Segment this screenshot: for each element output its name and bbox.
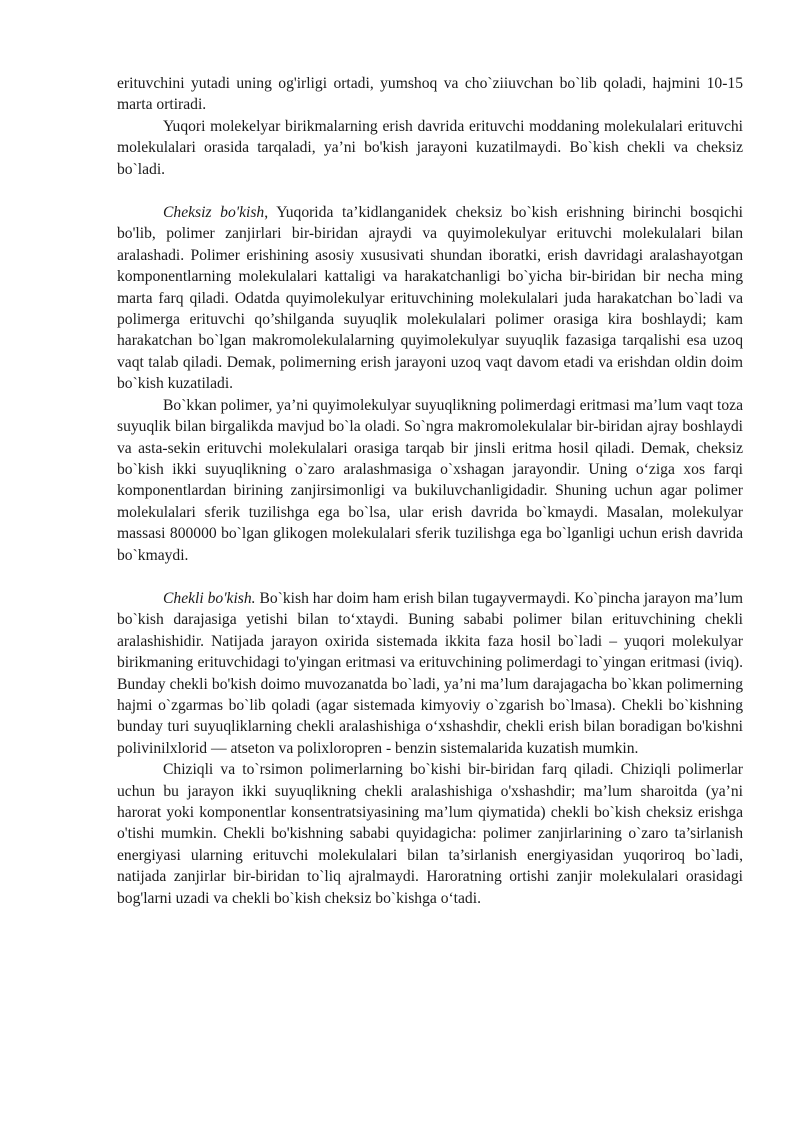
term-chekli-bokish: Chekli bo'kish.: [163, 589, 256, 607]
paragraph-4: [117, 395, 743, 566]
paragraph-2: [117, 116, 743, 180]
paragraph-6: [117, 759, 743, 909]
paragraph-1: [117, 73, 743, 116]
paragraph-text: , Yuqorida ta’kidlanganidek cheksiz bo`kish erishning birinchi bosqichi bo'lib, polimer zanjirlari bir-biridan ajraydi va quyimolekulyar erituvchi molekulalari bilan aralashadi. Polimer erishining asosiy xususivati shundan iboratki, erish davridagi aralashayotgan komponentlarning molekulalari kattaligi va harakatchanligi bo`yicha bir-biridan bir necha ming marta farq qiladi. Odatda quyimolekulyar erituvchining molekulalari juda harakatchan bo`ladi va polimerga erituvchi qo’shilganda suyuqlik molekulalari polimer orasiga kira boshlaydi; kam harakatchan bo`lgan makromolekulalarning quyimolekulyar suyuqlik fazasiga tarqalishi esa uzoq vaqt talab qiladi. Demak, polimerning erish jarayoni uzoq vaqt davom etadi va erishdan oldin doim bo`kish kuzatiladi.: [117, 204, 743, 393]
term-cheksiz-bokish: Cheksiz bo'kish: [163, 204, 265, 222]
paragraph-text: Bo`kkan polimer, ya’ni quyimolekulyar suyuqlikning polimerdagi eritmasi ma’lum vaqt toza suyuqlik bilan birgalikda mavjud bo`la oladi. So`ngra makromolekulalar bir-biridan ajray boshlaydi va asta-sekin erituvchi molekulalari orasiga tarqab bir jinsli eritma hosil qiladi. Demak, cheksiz bo`kish ikki suyuqlikning o`zaro aralashmasiga o`xshagan jarayondir. Uning o‘ziga xos farqi komponentlardan birining zanjirsimonligi va bukiluvchanligidadir. Shuning uchun agar polimer molekulalari sferik tuzilishga ega bo`lsa, ular erish davrida bo`kmaydi. Masalan, molekulyar massasi 800000 bo`lgan glikogen molekulalari sferik tuzilishga ega bo`lganligi uchun erish davrida bo`kmaydi.: [117, 396, 743, 564]
document-page: [117, 73, 743, 909]
paragraph-text: Chiziqli va to`rsimon polimerlarning bo`kishi bir-biridan farq qiladi. Chiziqli polimerlar uchun bu jarayon ikki suyuqlikning chekli aralashishiga o'xshashdir; ma’lum sharoitda (ya’ni harorat yoki komponentlar konsentratsiyasining ma’lum qiymatida) chekli bo`kish cheksiz erishga o'tishi mumkin. Chekli bo'kishning sababi quyidagicha: polimer zanjirlarining o`zaro ta’sirlanish energiyasi ularning erituvchi molekulalari bilan ta’sirlanish energiyasidan yuqoriroq bo`ladi, natijada zanjirlar bir-biridan to`liq ajralmaydi. Haroratning ortishi zanjir molekulalari orasidagi bog'larni uzadi va chekli bo`kish cheksiz bo`kishga o‘tadi.: [117, 761, 743, 907]
paragraph-text: Bo`kish har doim ham erish bilan tugayvermaydi. Ko`pincha jarayon ma’lum bo`kish darajasiga yetishi bilan to‘xtaydi. Buning sababi polimer bilan erituvchining chekli aralashishidir. Natijada jarayon oxirida sistemada ikkita faza hosil bo`ladi – yuqori molekulyar birikmaning erituvchidagi to'yingan eritmasi va erituvchining polimerdagi to`yingan eritmasi (iviq). Bunday chekli bo'kish doimo muvozanatda bo`ladi, ya’ni ma’lum darajagacha bo`kkan polimerning hajmi o`zgarmas bo`lib qoladi (agar sistemada kimyoviy o`zgarish bo`lmasa). Chekli bo`kishning bunday turi suyuqliklarning chekli aralashishiga o‘xshashdir, chekli erish bilan boradigan bo'kishni polivinilxlorid — atseton va polixloropren - benzin sistemalarida kuzatish mumkin.: [117, 589, 743, 757]
paragraph-chekli-bokish: [117, 588, 743, 759]
paragraph-text: erituvchini yutadi uning og'irligi ortadi, yumshoq va cho`ziiuvchan bo`lib qoladi, hajmini 10-15 marta ortiradi.: [117, 75, 743, 114]
paragraph-cheksiz-bokish: [117, 202, 743, 395]
paragraph-text: Yuqori molekelyar birikmalarning erish davrida erituvchi moddaning molekulalari erituvchi molekulalari orasida tarqaladi, ya’ni bo'kish jarayoni kuzatilmaydi. Bo`kish chekli va cheksiz bo`ladi.: [117, 117, 743, 178]
